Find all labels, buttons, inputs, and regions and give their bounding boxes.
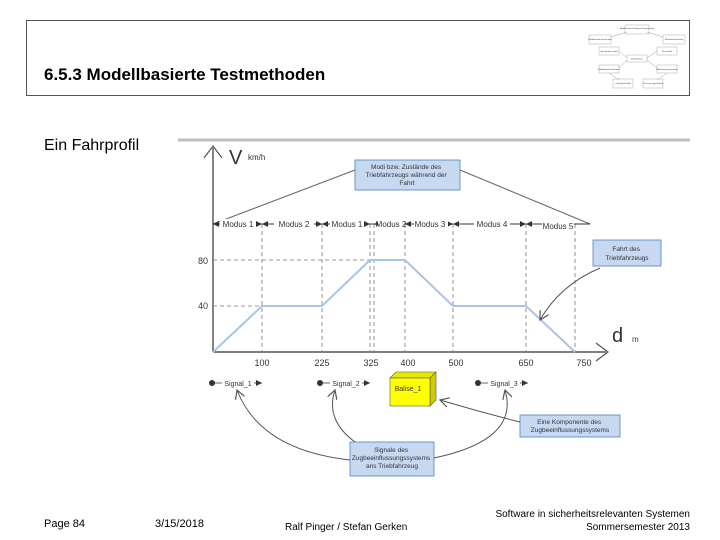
speed-profile-line [213, 260, 575, 352]
x-axis-unit: m [632, 335, 639, 344]
thumb-node-4: Interpretation [631, 58, 643, 61]
mode-label-5: Modus 4 [476, 220, 508, 229]
signal-2-label: Signal_2 [332, 381, 360, 388]
callout-modes-line-2: Triebfahrzeugs während der [365, 172, 447, 179]
x-axis-symbol: d [612, 325, 624, 347]
balise-box [390, 372, 436, 406]
signal-1-label: Signal_1 [224, 381, 252, 388]
mode-label-0: Modus 1 [222, 220, 254, 229]
x-tick-500: 500 [448, 358, 464, 368]
x-gridlines [262, 224, 575, 352]
mode-label-3: Modus 2 [375, 220, 407, 229]
thumb-node-8: Test cases (generated) [642, 83, 664, 85]
footer-course-line-1: Software in sicherheitsrelevanten Systemen [495, 509, 690, 520]
thumb-node-1: Model-based testing [664, 39, 684, 41]
callout-signals-line-1: Signale des [374, 447, 409, 454]
thumb-node-2: Specification model [600, 51, 618, 53]
slide-subtitle: Ein Fahrprofil [44, 137, 140, 154]
callout-drive-line-1: Fahrt des [612, 246, 640, 253]
callout-drive-box [593, 240, 661, 266]
footer-page-number: Page 84 [44, 518, 85, 530]
y-axis-unit: km/h [248, 153, 266, 162]
callout-modes-line-3: Fahrt [399, 180, 415, 187]
x-tick-225: 225 [314, 358, 330, 368]
footer-authors: Ralf Pinger / Stefan Gerken [285, 522, 408, 533]
thumb-node-7: Code (generated) [615, 83, 631, 85]
callout-component-line-1: Eine Komponente des [537, 419, 602, 426]
signal-3-label: Signal_3 [490, 381, 518, 388]
thumb-node-0: Model-based specification [588, 39, 612, 41]
drive-arrow [540, 268, 600, 320]
callout-signals-line-3: ans Triebfahrzeug [365, 463, 419, 470]
callout-signals-line-2: Zugbeeinflussungssystems [351, 455, 431, 462]
y-tick-40: 40 [198, 301, 209, 311]
balise-label: Balise_1 [394, 386, 422, 393]
y-tick-80: 80 [198, 256, 209, 266]
signals [209, 378, 528, 388]
footer-course [495, 508, 690, 534]
y-axis-symbol: V [229, 147, 243, 169]
thumb-node-5: Model-based verification [598, 69, 620, 71]
x-tick-650: 650 [518, 358, 534, 368]
signals-arrow-right [434, 390, 507, 458]
footer-course-line-2: Sommersemester 2013 [586, 522, 690, 533]
roof-line-left [213, 170, 355, 224]
callout-drive-line-2: Triebfahrzeugs [605, 255, 649, 262]
thumb-root-label: Model-based Software Engineering [619, 28, 655, 30]
x-tick-750: 750 [576, 358, 592, 368]
mode-label-4: Modus 3 [414, 220, 446, 229]
thumb-node-3: Test models [661, 51, 673, 53]
x-tick-400: 400 [400, 358, 416, 368]
svg-text:Eine Komponente des Zugbee [531, 419, 610, 434]
callout-component-line-2: Zugbeeinflussungssystems [530, 427, 610, 434]
signals-arrow-mid [333, 390, 356, 442]
component-arrow [440, 400, 520, 422]
mode-label-6: Modus 5 [542, 222, 574, 231]
mode-label-2: Modus 1 [331, 220, 363, 229]
page-title: 6.5.3 Modellbasierte Testmethoden [44, 65, 326, 84]
mode-label-1: Modus 2 [278, 220, 310, 229]
footer-date: 3/15/2018 [155, 518, 204, 530]
x-tick-325: 325 [363, 358, 379, 368]
roof-line-right [460, 170, 590, 224]
x-tick-100: 100 [254, 358, 270, 368]
thumb-node-6: Model-based generation [656, 69, 678, 71]
callout-modes-line-1: Modi bzw. Zustände des [371, 164, 442, 171]
